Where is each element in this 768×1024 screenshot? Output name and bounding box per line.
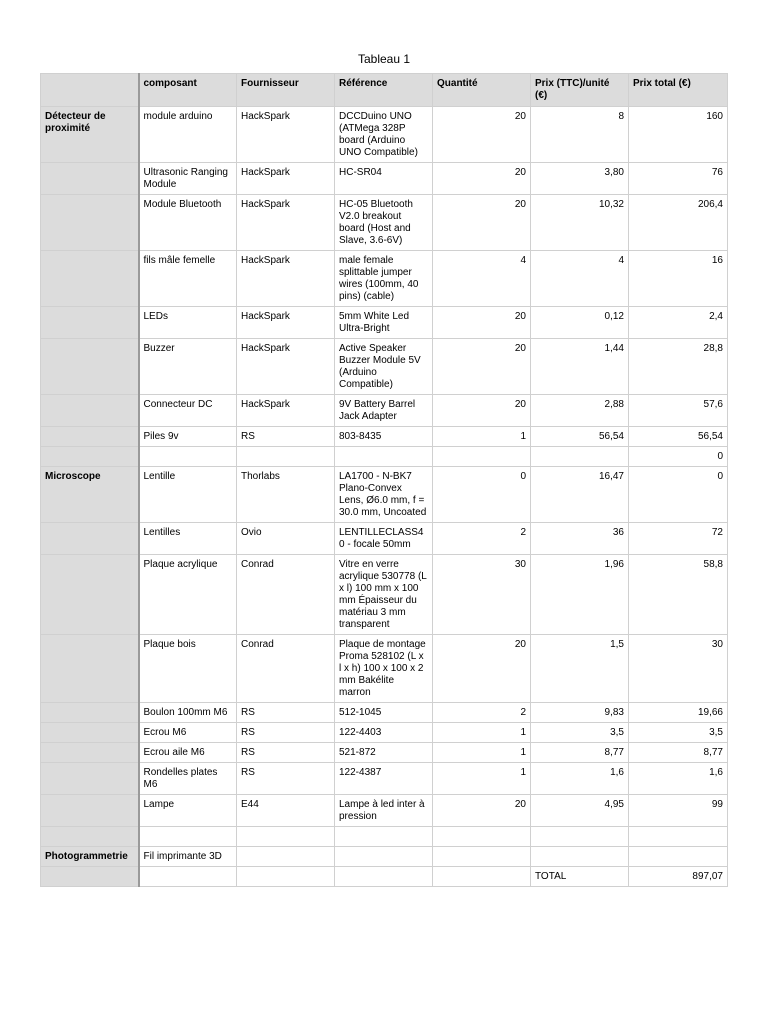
cell-reference: 122-4403 bbox=[335, 723, 433, 743]
cell-prix-unite: 1,44 bbox=[531, 339, 629, 395]
cell-composant: Rondelles plates M6 bbox=[139, 763, 237, 795]
cell-fournisseur: Ovio bbox=[237, 523, 335, 555]
table-row bbox=[41, 467, 728, 523]
header-composant: composant bbox=[139, 74, 237, 107]
cell-reference bbox=[335, 847, 433, 867]
cell-quantite: 20 bbox=[433, 339, 531, 395]
cell-quantite: 1 bbox=[433, 743, 531, 763]
cell-prix-unite: 8 bbox=[531, 107, 629, 163]
cell-quantite bbox=[433, 447, 531, 467]
cell-prix-total: 19,66 bbox=[629, 703, 728, 723]
cell-prix-unite: 8,77 bbox=[531, 743, 629, 763]
cell-quantite: 20 bbox=[433, 635, 531, 703]
cell-prix-unite: 3,80 bbox=[531, 163, 629, 195]
cell-fournisseur: Conrad bbox=[237, 555, 335, 635]
cell-prix-unite: 36 bbox=[531, 523, 629, 555]
cell-quantite bbox=[433, 867, 531, 887]
table-row bbox=[41, 251, 728, 307]
cell-category bbox=[41, 307, 139, 339]
cell-composant bbox=[139, 867, 237, 887]
cell-quantite bbox=[433, 827, 531, 847]
cell-quantite: 20 bbox=[433, 795, 531, 827]
cell-prix-unite: 9,83 bbox=[531, 703, 629, 723]
cell-prix-total: 1,6 bbox=[629, 763, 728, 795]
cell-reference: HC-SR04 bbox=[335, 163, 433, 195]
cell-category bbox=[41, 763, 139, 795]
table-title: Tableau 1 bbox=[357, 52, 411, 66]
table-row bbox=[41, 847, 728, 867]
cell-category bbox=[41, 743, 139, 763]
cell-reference: LA1700 - N-BK7 Plano-Convex Lens, Ø6.0 mm, f = 30.0 mm, Uncoated bbox=[335, 467, 433, 523]
cell-fournisseur: HackSpark bbox=[237, 339, 335, 395]
cell-prix-unite: 4,95 bbox=[531, 795, 629, 827]
cell-category bbox=[41, 795, 139, 827]
cell-prix-total: 57,6 bbox=[629, 395, 728, 427]
cell-category bbox=[41, 427, 139, 447]
cell-category: Microscope bbox=[41, 467, 139, 523]
cell-quantite: 20 bbox=[433, 307, 531, 339]
cell-composant: Boulon 100mm M6 bbox=[139, 703, 237, 723]
cell-quantite: 20 bbox=[433, 107, 531, 163]
header-reference: Référence bbox=[335, 74, 433, 107]
cell-prix-total: 0 bbox=[629, 467, 728, 523]
cell-quantite bbox=[433, 847, 531, 867]
header-quantite: Quantité bbox=[433, 74, 531, 107]
table-row bbox=[41, 555, 728, 635]
cell-composant: module arduino bbox=[139, 107, 237, 163]
cell-category: Détecteur de proximité bbox=[41, 107, 139, 163]
cell-reference: HC-05 Bluetooth V2.0 breakout board (Host and Slave, 3.6-6V) bbox=[335, 195, 433, 251]
cell-prix-total: 2,4 bbox=[629, 307, 728, 339]
cell-prix-unite: 1,96 bbox=[531, 555, 629, 635]
cell-fournisseur: RS bbox=[237, 703, 335, 723]
cell-prix-total: 76 bbox=[629, 163, 728, 195]
cell-prix-unite: 16,47 bbox=[531, 467, 629, 523]
table-row bbox=[41, 427, 728, 447]
table-row bbox=[41, 827, 728, 847]
cell-composant: Lentilles bbox=[139, 523, 237, 555]
table-row bbox=[41, 795, 728, 827]
cell-category bbox=[41, 723, 139, 743]
cell-category bbox=[41, 251, 139, 307]
table-row bbox=[41, 523, 728, 555]
cell-prix-total: 72 bbox=[629, 523, 728, 555]
table-body bbox=[41, 107, 728, 887]
table-row bbox=[41, 635, 728, 703]
cell-quantite: 1 bbox=[433, 427, 531, 447]
cell-composant: Plaque acrylique bbox=[139, 555, 237, 635]
cell-quantite: 20 bbox=[433, 163, 531, 195]
table-row bbox=[41, 307, 728, 339]
cost-table bbox=[40, 73, 728, 887]
cell-reference: 122-4387 bbox=[335, 763, 433, 795]
cell-reference: 5mm White Led Ultra-Bright bbox=[335, 307, 433, 339]
table-row bbox=[41, 339, 728, 395]
cell-reference: 9V Battery Barrel Jack Adapter bbox=[335, 395, 433, 427]
cell-reference: 803-8435 bbox=[335, 427, 433, 447]
cell-quantite: 0 bbox=[433, 467, 531, 523]
cell-reference: male female splittable jumper wires (100mm, 40 pins) (cable) bbox=[335, 251, 433, 307]
cell-quantite: 1 bbox=[433, 763, 531, 795]
cell-fournisseur bbox=[237, 827, 335, 847]
cell-prix-unite: 10,32 bbox=[531, 195, 629, 251]
cell-composant: Module Bluetooth bbox=[139, 195, 237, 251]
cell-category: Photogrammetrie bbox=[41, 847, 139, 867]
cell-prix-unite: 1,6 bbox=[531, 763, 629, 795]
header-prix-total: Prix total (€) bbox=[629, 74, 728, 107]
cell-composant: Piles 9v bbox=[139, 427, 237, 447]
header-row bbox=[41, 74, 728, 107]
cell-fournisseur bbox=[237, 847, 335, 867]
header-category bbox=[41, 74, 139, 107]
header-prix-unite: Prix (TTC)/unité (€) bbox=[531, 74, 629, 107]
cell-category bbox=[41, 827, 139, 847]
cell-fournisseur: HackSpark bbox=[237, 163, 335, 195]
cell-composant: Ultrasonic Ranging Module bbox=[139, 163, 237, 195]
cell-composant: Plaque bois bbox=[139, 635, 237, 703]
cell-prix-total: 28,8 bbox=[629, 339, 728, 395]
cell-prix-total: 58,8 bbox=[629, 555, 728, 635]
cell-prix-total: 3,5 bbox=[629, 723, 728, 743]
cell-fournisseur: HackSpark bbox=[237, 251, 335, 307]
cell-prix-unite bbox=[531, 447, 629, 467]
cell-fournisseur: HackSpark bbox=[237, 395, 335, 427]
cell-reference bbox=[335, 447, 433, 467]
cell-quantite: 2 bbox=[433, 523, 531, 555]
table-row bbox=[41, 195, 728, 251]
cell-quantite: 20 bbox=[433, 195, 531, 251]
cell-prix-unite: 2,88 bbox=[531, 395, 629, 427]
cell-quantite: 30 bbox=[433, 555, 531, 635]
cell-prix-total: 16 bbox=[629, 251, 728, 307]
cell-category bbox=[41, 703, 139, 723]
table-row bbox=[41, 703, 728, 723]
cell-prix-total: 56,54 bbox=[629, 427, 728, 447]
cell-category bbox=[41, 447, 139, 467]
cell-fournisseur: RS bbox=[237, 763, 335, 795]
cell-category bbox=[41, 395, 139, 427]
cell-fournisseur: E44 bbox=[237, 795, 335, 827]
cell-prix-total: 0 bbox=[629, 447, 728, 467]
cell-reference bbox=[335, 867, 433, 887]
cell-category bbox=[41, 195, 139, 251]
cell-prix-total: 8,77 bbox=[629, 743, 728, 763]
cell-composant: fils mâle femelle bbox=[139, 251, 237, 307]
cell-composant: Lampe bbox=[139, 795, 237, 827]
cell-prix-unite: 4 bbox=[531, 251, 629, 307]
cell-composant bbox=[139, 827, 237, 847]
cell-reference: 521-872 bbox=[335, 743, 433, 763]
cell-prix-unite bbox=[531, 827, 629, 847]
table-row bbox=[41, 723, 728, 743]
cell-prix-unite: 3,5 bbox=[531, 723, 629, 743]
cell-reference bbox=[335, 827, 433, 847]
cell-composant: Ecrou aile M6 bbox=[139, 743, 237, 763]
table-row bbox=[41, 395, 728, 427]
cell-quantite: 1 bbox=[433, 723, 531, 743]
cell-fournisseur bbox=[237, 447, 335, 467]
table-row bbox=[41, 447, 728, 467]
cell-quantite: 4 bbox=[433, 251, 531, 307]
cell-composant: Lentille bbox=[139, 467, 237, 523]
cell-reference: Lampe à led inter à pression bbox=[335, 795, 433, 827]
cell-reference: Active Speaker Buzzer Module 5V (Arduino Compatible) bbox=[335, 339, 433, 395]
cell-prix-total: 206,4 bbox=[629, 195, 728, 251]
cell-prix-total: 160 bbox=[629, 107, 728, 163]
header-fournisseur: Fournisseur bbox=[237, 74, 335, 107]
cell-composant: Ecrou M6 bbox=[139, 723, 237, 743]
cell-reference: DCCDuino UNO (ATMega 328P board (Arduino UNO Compatible) bbox=[335, 107, 433, 163]
cell-prix-unite bbox=[531, 847, 629, 867]
cell-prix-total bbox=[629, 827, 728, 847]
cell-category bbox=[41, 523, 139, 555]
cell-reference: Vitre en verre acrylique 530778 (L x l) 100 mm x 100 mm Épaisseur du matériau 3 mm transparent bbox=[335, 555, 433, 635]
table-row bbox=[41, 743, 728, 763]
cell-fournisseur: HackSpark bbox=[237, 307, 335, 339]
cell-fournisseur: RS bbox=[237, 427, 335, 447]
cell-reference: Plaque de montage Proma 528102 (L x l x h) 100 x 100 x 2 mm Bakélite marron bbox=[335, 635, 433, 703]
cell-composant: LEDs bbox=[139, 307, 237, 339]
table-row bbox=[41, 867, 728, 887]
cell-category bbox=[41, 867, 139, 887]
cell-fournisseur: RS bbox=[237, 723, 335, 743]
cell-reference: 512-1045 bbox=[335, 703, 433, 723]
cell-fournisseur: RS bbox=[237, 743, 335, 763]
table-row bbox=[41, 107, 728, 163]
cell-fournisseur: Thorlabs bbox=[237, 467, 335, 523]
cell-prix-unite: 56,54 bbox=[531, 427, 629, 447]
cell-fournisseur: Conrad bbox=[237, 635, 335, 703]
cell-prix-unite: 0,12 bbox=[531, 307, 629, 339]
table-row bbox=[41, 763, 728, 795]
cell-prix-total: 897,07 bbox=[629, 867, 728, 887]
cell-reference: LENTILLECLASS4 0 - focale 50mm bbox=[335, 523, 433, 555]
cell-fournisseur: HackSpark bbox=[237, 195, 335, 251]
cell-composant bbox=[139, 447, 237, 467]
cell-category bbox=[41, 163, 139, 195]
cell-prix-total bbox=[629, 847, 728, 867]
cell-category bbox=[41, 339, 139, 395]
cell-prix-total: 30 bbox=[629, 635, 728, 703]
cell-quantite: 2 bbox=[433, 703, 531, 723]
cell-composant: Connecteur DC bbox=[139, 395, 237, 427]
cell-composant: Fil imprimante 3D bbox=[139, 847, 237, 867]
cell-prix-unite: 1,5 bbox=[531, 635, 629, 703]
cell-category bbox=[41, 635, 139, 703]
cell-fournisseur: HackSpark bbox=[237, 107, 335, 163]
cell-prix-total: 99 bbox=[629, 795, 728, 827]
cell-quantite: 20 bbox=[433, 395, 531, 427]
table-row bbox=[41, 163, 728, 195]
cell-category bbox=[41, 555, 139, 635]
cell-fournisseur bbox=[237, 867, 335, 887]
cell-composant: Buzzer bbox=[139, 339, 237, 395]
cell-prix-unite: TOTAL bbox=[531, 867, 629, 887]
